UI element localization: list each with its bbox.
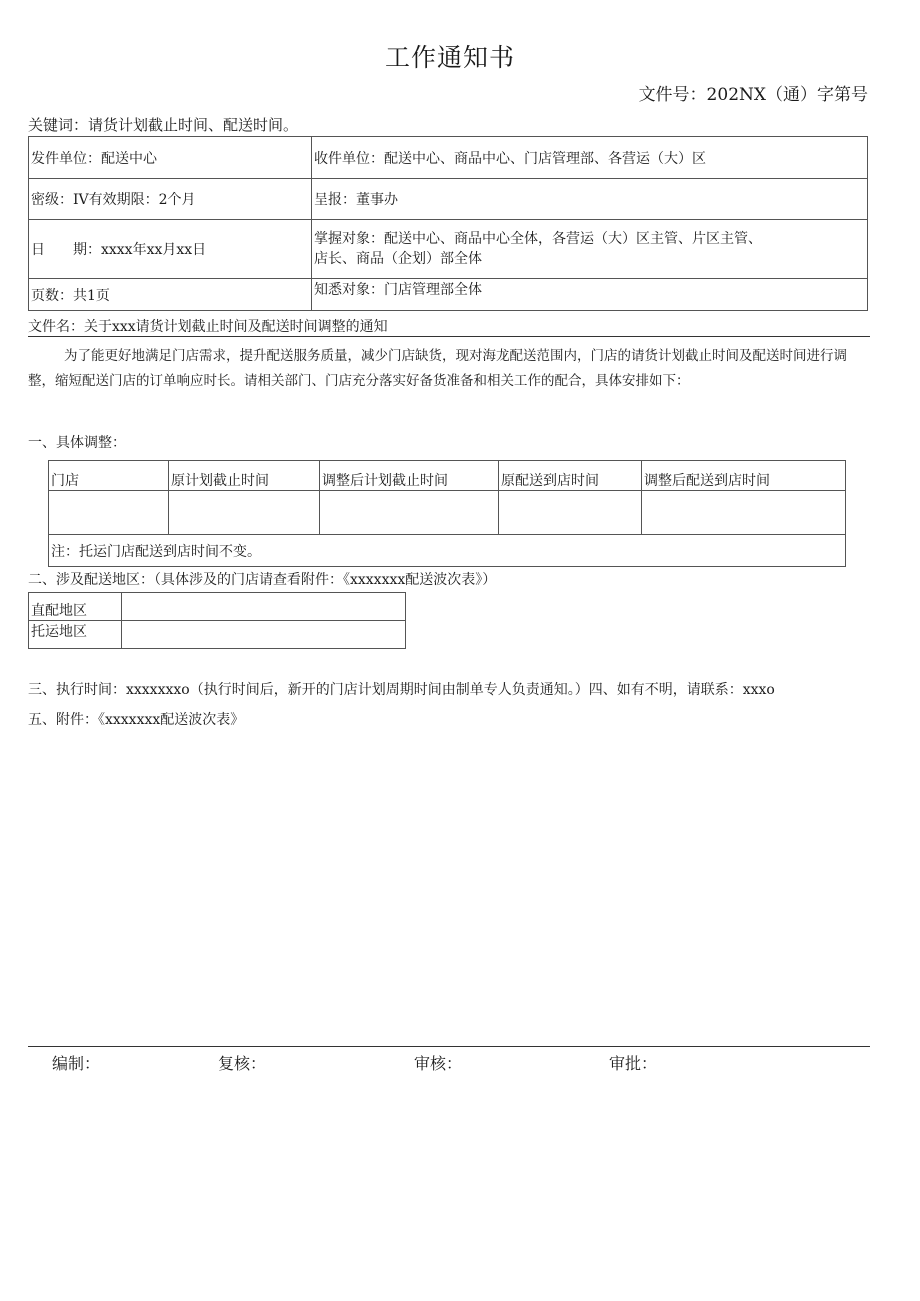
header-adjusted-cutoff: 调整后计划截止时间 bbox=[320, 461, 499, 491]
master-line-2: 店长、商品（企划）部全体 bbox=[314, 251, 482, 267]
master-cell bbox=[312, 220, 868, 279]
table-note: 注：托运门店配送到店时间不变。 bbox=[49, 535, 846, 567]
date-label: 日 bbox=[31, 242, 45, 258]
section-5-line: 五、附件：《xxxxxxx配送波次表》 bbox=[28, 712, 245, 728]
document-number: 文件号：202NX（通）字第号 bbox=[638, 85, 868, 105]
table-cell bbox=[169, 491, 320, 535]
divider-top bbox=[28, 336, 870, 337]
date-value: 期：xxxx年xx月xx日 bbox=[73, 242, 207, 258]
report-to-cell: 呈报：董事办 bbox=[312, 179, 868, 220]
receiver-cell: 收件单位：配送中心、商品中心、门店管理部、各营运（大）区 bbox=[312, 137, 868, 179]
region-label-direct: 直配地区 bbox=[29, 593, 122, 621]
table-cell bbox=[122, 593, 406, 621]
aware-cell: 知悉对象：门店管理部全体 bbox=[312, 279, 868, 311]
table-row bbox=[29, 593, 406, 621]
body-paragraph: 为了能更好地满足门店需求，提升配送服务质量，减少门店缺货，现对海龙配送范围内，门店的请货计划截止时间及配送时间进行调整，缩短配送门店的订单响应时长。请相关部门、门店充分落实好备货准备和相关工作的配合，具体安排如下： bbox=[28, 348, 847, 389]
signature-reviewed: 复核： bbox=[218, 1054, 267, 1073]
adjustment-table bbox=[48, 460, 846, 567]
security-cell: 密级：IV有效期限：2个月 bbox=[29, 179, 312, 220]
date-cell bbox=[29, 220, 312, 279]
section-3-4-line: 三、执行时间：xxxxxxxo（执行时间后，新开的门店计划周期时间由制单专人负责通知。）四、如有不明，请联系：xxxo bbox=[28, 682, 775, 698]
signature-approved: 审批： bbox=[609, 1054, 658, 1073]
issuer-cell: 发件单位：配送中心 bbox=[29, 137, 312, 179]
header-adjusted-delivery: 调整后配送到店时间 bbox=[642, 461, 846, 491]
table-cell bbox=[499, 491, 642, 535]
section-2-heading: 二、涉及配送地区：（具体涉及的门店请查看附件：《xxxxxxx配送波次表》） bbox=[28, 572, 497, 588]
master-line-1: 掌握对象：配送中心、商品中心全体，各营运（大）区主管、片区主管、 bbox=[314, 231, 762, 247]
signature-audited: 审核： bbox=[414, 1054, 463, 1073]
header-original-cutoff: 原计划截止时间 bbox=[169, 461, 320, 491]
table-cell bbox=[320, 491, 499, 535]
pages-cell: 页数：共1页 bbox=[29, 279, 312, 311]
filename-line: 文件名：关于xxx请货计划截止时间及配送时间调整的通知 bbox=[28, 319, 388, 335]
keywords-line: 关键词：请货计划截止时间、配送时间。 bbox=[28, 116, 299, 134]
header-store: 门店 bbox=[49, 461, 169, 491]
table-cell bbox=[642, 491, 846, 535]
region-label-consigned: 托运地区 bbox=[29, 621, 122, 649]
table-row bbox=[29, 621, 406, 649]
header-original-delivery: 原配送到店时间 bbox=[499, 461, 642, 491]
table-row bbox=[49, 491, 846, 535]
region-table bbox=[28, 592, 406, 649]
divider-bottom bbox=[28, 1046, 870, 1047]
table-cell bbox=[49, 491, 169, 535]
table-cell bbox=[122, 621, 406, 649]
section-1-heading: 一、具体调整： bbox=[28, 435, 126, 451]
page-title: 工作通知书 bbox=[384, 43, 515, 72]
header-info-table bbox=[28, 136, 868, 311]
signature-prepared: 编制： bbox=[52, 1054, 101, 1073]
